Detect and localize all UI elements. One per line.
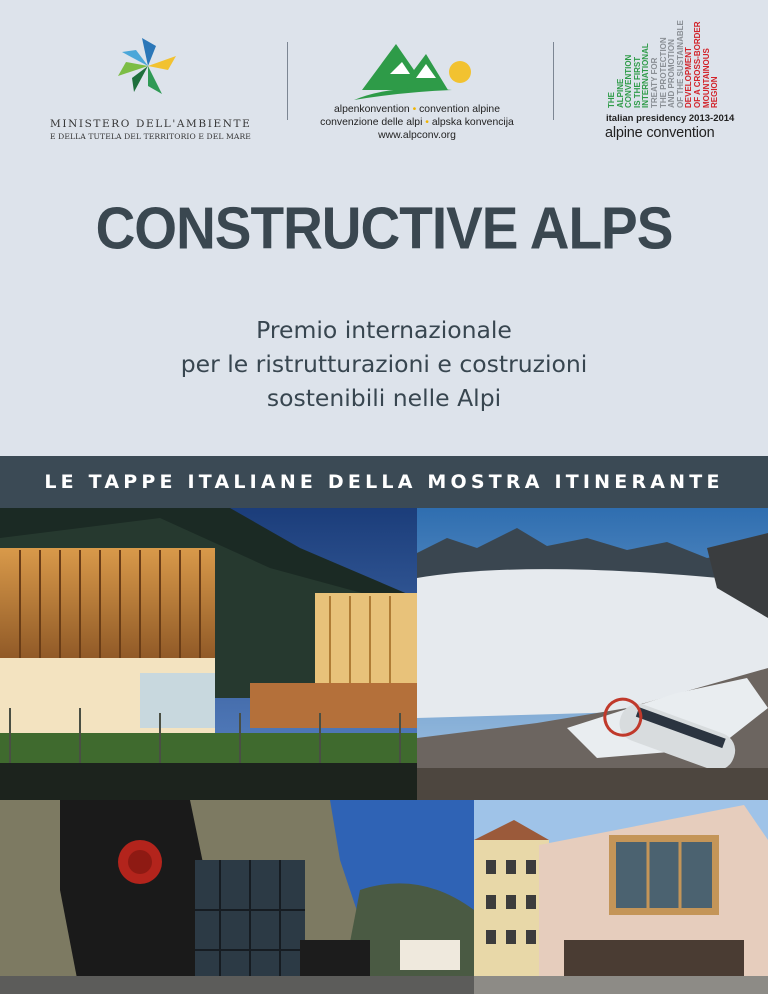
photo-pale-building <box>474 800 768 994</box>
photo-wooden-building <box>0 508 417 800</box>
photo-black-building <box>0 800 474 994</box>
presidency-slogan-line: AND PROMOTION <box>667 39 677 108</box>
subtitle-line: sostenibili nelle Alpi <box>266 384 502 412</box>
ministry-subname: E DELLA TUTELA DEL TERRITORIO E DEL MARE <box>50 132 251 141</box>
presidency-slogan-line: TREATY FOR <box>649 57 659 108</box>
subtitle-line: Premio internazionale <box>256 316 512 344</box>
ministry-name: MINISTERO DELL'AMBIENTE <box>50 118 252 130</box>
presidency-slogan-line: MOUNTAINOUS <box>701 48 711 108</box>
presidency-slogan-line: REGION <box>710 76 720 108</box>
presidency-slogan <box>608 20 720 108</box>
presidency-slogan-line: IS THE FIRST <box>632 56 642 108</box>
presidency-slogan-line: ALPINE <box>615 78 625 108</box>
page-title: CONSTRUCTIVE ALPS <box>95 194 673 262</box>
subtitle-line: per le ristrutturazioni e costruzioni <box>180 350 588 378</box>
alpine-mountains-icon <box>352 40 482 102</box>
presidency-slogan-line: THE <box>607 92 616 108</box>
presidency-slogan-line: CONVENTION <box>624 54 634 108</box>
ministry-star-icon <box>112 36 182 98</box>
header <box>0 0 768 160</box>
presidency-slogan-line: OF THE SUSTAINABLE <box>675 20 685 108</box>
alpine-convention-line1: alpenkonvention • convention alpine <box>334 104 500 115</box>
photo-mountain-hut <box>417 508 768 800</box>
alpine-convention-logo <box>312 40 522 150</box>
header-divider <box>553 42 554 120</box>
presidency-slogan-line: THE PROTECTION <box>658 37 668 108</box>
section-banner: LE TAPPE ITALIANE DELLA MOSTRA ITINERANTE <box>0 456 768 508</box>
presidency-name: alpine convention <box>605 125 715 141</box>
alpine-convention-url: www.alpconv.org <box>378 130 456 141</box>
presidency-slogan-line: DEVELOPMENT <box>684 47 694 108</box>
alpine-convention-line2: convenzione delle alpi • alpska konvencija <box>320 117 514 128</box>
italian-presidency-logo <box>600 20 740 148</box>
header-divider <box>287 42 288 120</box>
ministry-logo <box>40 36 255 146</box>
presidency-slogan-line: INTERNATIONAL <box>641 43 651 108</box>
presidency-slogan-line: OF A CROSS-BORDER <box>692 21 702 108</box>
presidency-label: italian presidency 2013-2014 <box>606 113 735 124</box>
subtitle <box>0 313 768 415</box>
